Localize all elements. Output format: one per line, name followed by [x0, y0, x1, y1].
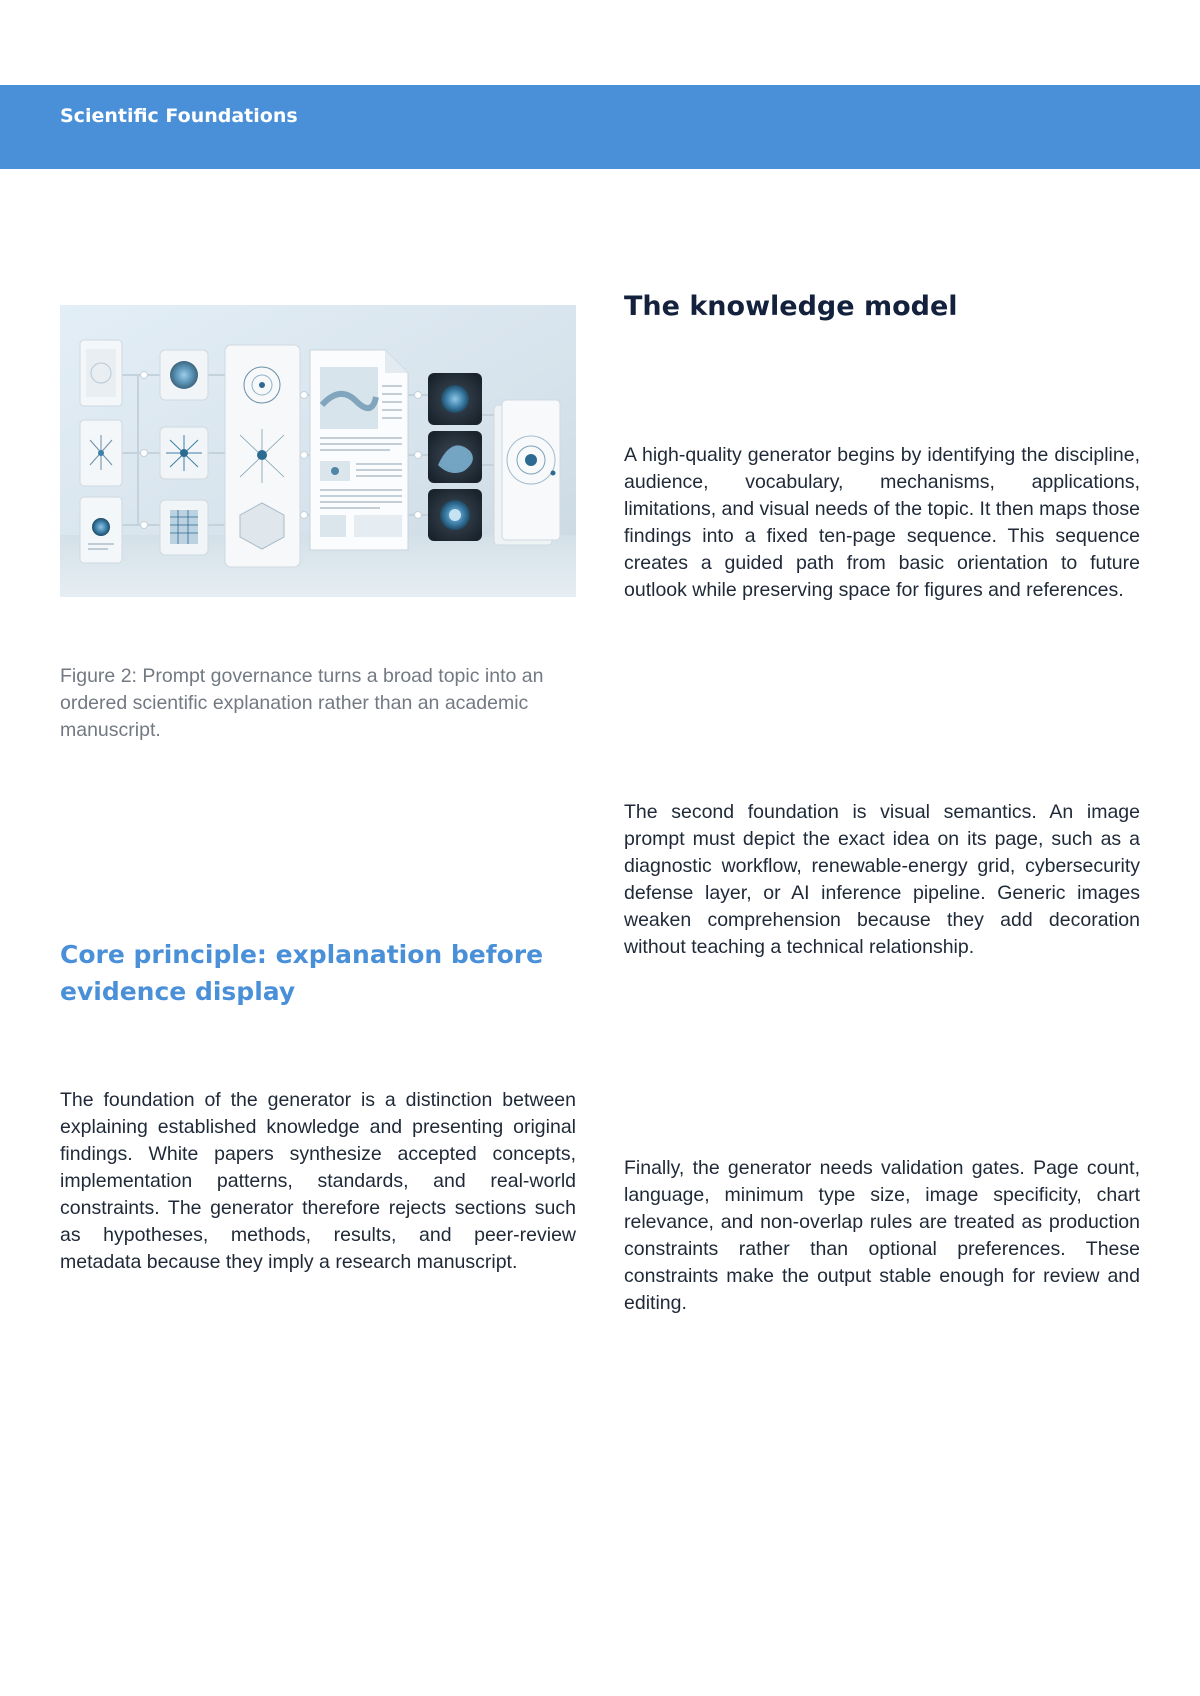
visual-semantics-paragraph: The second foundation is visual semantics. An image prompt must depict the exact idea on its page, such as a diagnostic workflow, renewable-energy grid, cybersecurity defense layer, or AI inference pipeline. Generic images weaken comprehension because they add decoration without teaching a technical relationship. — [624, 801, 1140, 958]
header-title: Scientific Foundations — [60, 105, 298, 127]
figure-image — [60, 305, 576, 597]
section-heading: The knowledge model — [624, 291, 958, 322]
header-bar — [0, 85, 1200, 169]
core-principle-subheading: Core principle: explanation before evidence display — [60, 940, 544, 1006]
figure-caption: Figure 2: Prompt governance turns a broad topic into an ordered scientific explanation rather than an academic manuscript. — [60, 665, 544, 741]
validation-gates-paragraph: Finally, the generator needs validation gates. Page count, language, minimum type size, image specificity, chart relevance, and non-overlap rules are treated as production constraints rather than optional preferences. These constraints make the output stable enough for review and editing. — [624, 1157, 1140, 1314]
knowledge-model-paragraph: A high-quality generator begins by identifying the discipline, audience, vocabulary, mechanisms, applications, limitations, and visual needs of the topic. It then maps those findings into a fixed ten-page sequence. This sequence creates a guided path from basic orientation to future outlook while preserving space for figures and references. — [624, 444, 1140, 601]
foundation-paragraph: The foundation of the generator is a distinction between explaining established knowledge and presenting original findings. White papers synthesize accepted concepts, implementation patterns, standards, and real-world constraints. The generator therefore rejects sections such as hypotheses, methods, results, and peer-review metadata because they imply a research manuscript. — [60, 1089, 576, 1273]
